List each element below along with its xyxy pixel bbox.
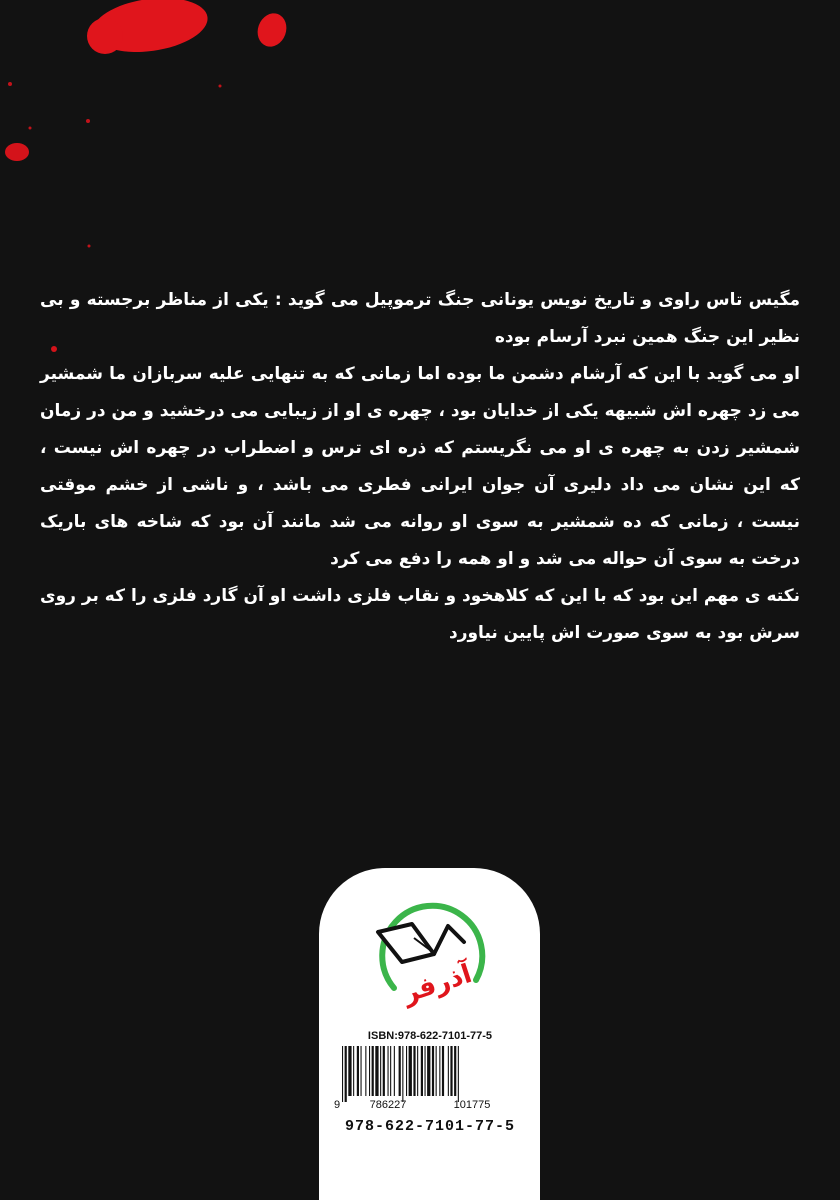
barcode-bar xyxy=(345,1046,347,1102)
barcode-bar xyxy=(409,1046,412,1096)
blood-drop xyxy=(219,85,222,88)
barcode-bar xyxy=(357,1046,359,1096)
publisher-name: آذرفر xyxy=(399,958,476,1010)
barcode-bar xyxy=(365,1046,366,1096)
barcode-bar xyxy=(399,1046,401,1096)
barcode-bar xyxy=(394,1046,395,1096)
barcode-digit-first: 9 xyxy=(334,1099,341,1111)
barcode-bar xyxy=(432,1046,434,1096)
barcode-bar xyxy=(450,1046,452,1096)
barcode-bar xyxy=(402,1046,403,1102)
open-book-icon xyxy=(378,924,464,962)
barcode-bar xyxy=(421,1046,423,1096)
blood-drop xyxy=(253,9,291,51)
barcode-bar xyxy=(372,1046,374,1096)
barcode-bar xyxy=(369,1046,370,1096)
barcode-bar xyxy=(448,1046,449,1096)
barcode xyxy=(332,1046,528,1112)
barcode-bar xyxy=(342,1046,343,1102)
barcode-bar xyxy=(436,1046,437,1096)
barcode-bar xyxy=(353,1046,354,1096)
barcode-bar xyxy=(413,1046,415,1096)
paragraph: نکته ی مهم این بود که با این که کلاهخود و نقاب فلزی داشت او آن گارد فلزی را که بر روی سرش بود به سوی صورت اش پایین نیاورد xyxy=(40,586,800,643)
isbn-label: ISBN:978-622-7101-77-5 xyxy=(367,1030,493,1042)
blood-drop xyxy=(5,143,29,161)
blood-drop xyxy=(87,18,123,54)
blood-drop xyxy=(86,119,90,123)
blood-drop xyxy=(88,245,91,248)
barcode-bar xyxy=(427,1046,430,1096)
barcode-bar xyxy=(380,1046,381,1096)
barcode-bar xyxy=(361,1046,362,1096)
barcode-bar xyxy=(348,1046,351,1096)
barcode-bar xyxy=(390,1046,391,1096)
blood-drop xyxy=(29,127,32,130)
barcode-bar xyxy=(388,1046,389,1096)
barcode-bar xyxy=(406,1046,407,1096)
barcode-bar xyxy=(454,1046,456,1096)
barcode-bars xyxy=(342,1046,459,1102)
barcode-bar xyxy=(442,1046,444,1096)
barcode-bar xyxy=(439,1046,440,1096)
barcode-bar xyxy=(458,1046,459,1102)
barcode-digits-right: 101775 xyxy=(453,1099,491,1111)
barcode-bar xyxy=(383,1046,385,1096)
barcode-bar xyxy=(375,1046,378,1096)
barcode-digits-left: 786227 xyxy=(369,1099,407,1111)
barcode-bar xyxy=(417,1046,418,1096)
blood-drop xyxy=(8,82,12,86)
barcode-bar xyxy=(425,1046,426,1096)
back-cover-text xyxy=(40,282,800,652)
paragraph: او می گوید با این که آرشام دشمن ما بوده اما زمانی که به تنهایی علیه سربازان ما شمشیر می زد چهره اش شبیهه یکی از خدایان بود ، چهره ی او از زیبایی می درخشید و من در زمان شمشیر زدن به چهره ی او می نگریستم که ذره ای ترس و اضطراب در چهره اش نیست ، که این نشان می داد دلیری آن جوان ایرانی فطری می باشد ، و ناشی از خشم موقتی نیست ، زمانی که ده شمشیر به سوی او روانه می شد مانند آن بود که شاخه های باریک درخت به سوی آن حواله می شد و او همه را دفع می کرد xyxy=(40,364,800,569)
paragraph: مگیس تاس راوی و تاریخ نویس یونانی جنگ ترموپیل می گوید : یکی از مناظر برجسته و بی نظیر این جنگ همین نبرد آرسام بوده xyxy=(40,290,800,347)
publisher-logo xyxy=(368,898,494,1010)
isbn-number: 978-622-7101-77-5 xyxy=(344,1118,516,1135)
